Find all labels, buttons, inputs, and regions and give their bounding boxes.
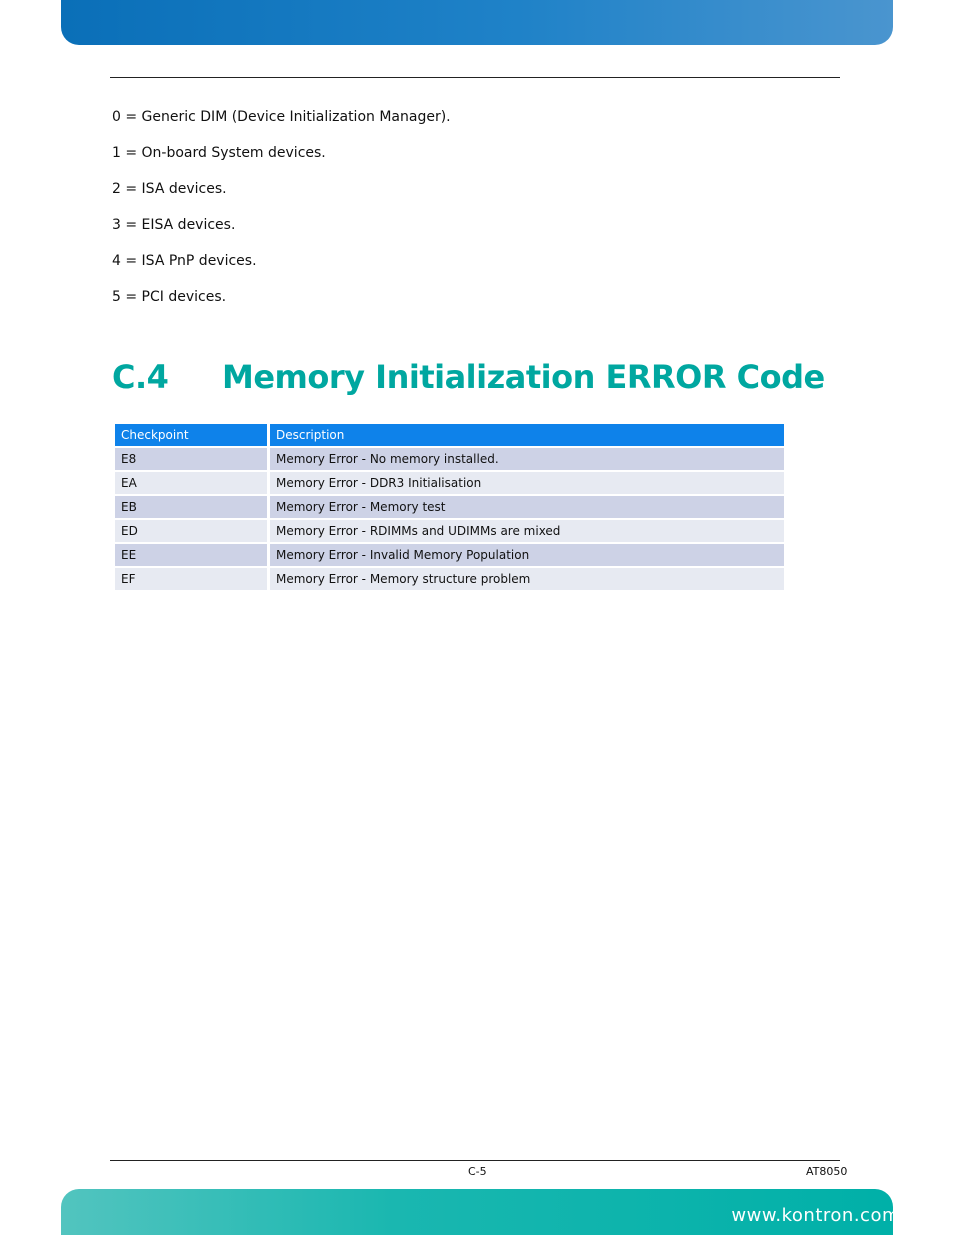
description-cell: Memory Error - DDR3 Initialisation	[270, 472, 784, 494]
list-item: 0 = Generic DIM (Device Initialization Manager).	[112, 109, 451, 125]
checkpoint-cell: E8	[115, 448, 267, 470]
description-cell: Memory Error - Memory test	[270, 496, 784, 518]
table-header-row	[115, 424, 784, 446]
checkpoint-cell: ED	[115, 520, 267, 542]
error-code-table	[112, 422, 787, 592]
table-row	[115, 496, 784, 518]
section-title: Memory Initialization ERROR Code	[222, 358, 825, 396]
list-item: 2 = ISA devices.	[112, 181, 227, 197]
document-id: AT8050	[806, 1165, 848, 1178]
column-header-description: Description	[270, 424, 784, 446]
checkpoint-cell: EE	[115, 544, 267, 566]
description-cell: Memory Error - RDIMMs and UDIMMs are mixed	[270, 520, 784, 542]
device-type-list	[112, 108, 451, 324]
section-heading	[112, 358, 825, 396]
section-number: C.4	[112, 358, 169, 396]
table-row	[115, 568, 784, 590]
website-url[interactable]: www.kontron.com	[731, 1205, 900, 1226]
list-item: 1 = On-board System devices.	[112, 145, 326, 161]
page-number: C-5	[468, 1165, 487, 1178]
table-row	[115, 520, 784, 542]
checkpoint-cell: EB	[115, 496, 267, 518]
list-item: 4 = ISA PnP devices.	[112, 253, 257, 269]
column-header-checkpoint: Checkpoint	[115, 424, 267, 446]
checkpoint-cell: EA	[115, 472, 267, 494]
table-row	[115, 448, 784, 470]
header-rule	[110, 77, 840, 78]
footer-rule	[110, 1160, 840, 1161]
header-banner	[61, 0, 893, 45]
list-item: 3 = EISA devices.	[112, 217, 236, 233]
description-cell: Memory Error - Memory structure problem	[270, 568, 784, 590]
description-cell: Memory Error - No memory installed.	[270, 448, 784, 470]
checkpoint-cell: EF	[115, 568, 267, 590]
table-row	[115, 472, 784, 494]
description-cell: Memory Error - Invalid Memory Population	[270, 544, 784, 566]
table-row	[115, 544, 784, 566]
list-item: 5 = PCI devices.	[112, 289, 227, 305]
